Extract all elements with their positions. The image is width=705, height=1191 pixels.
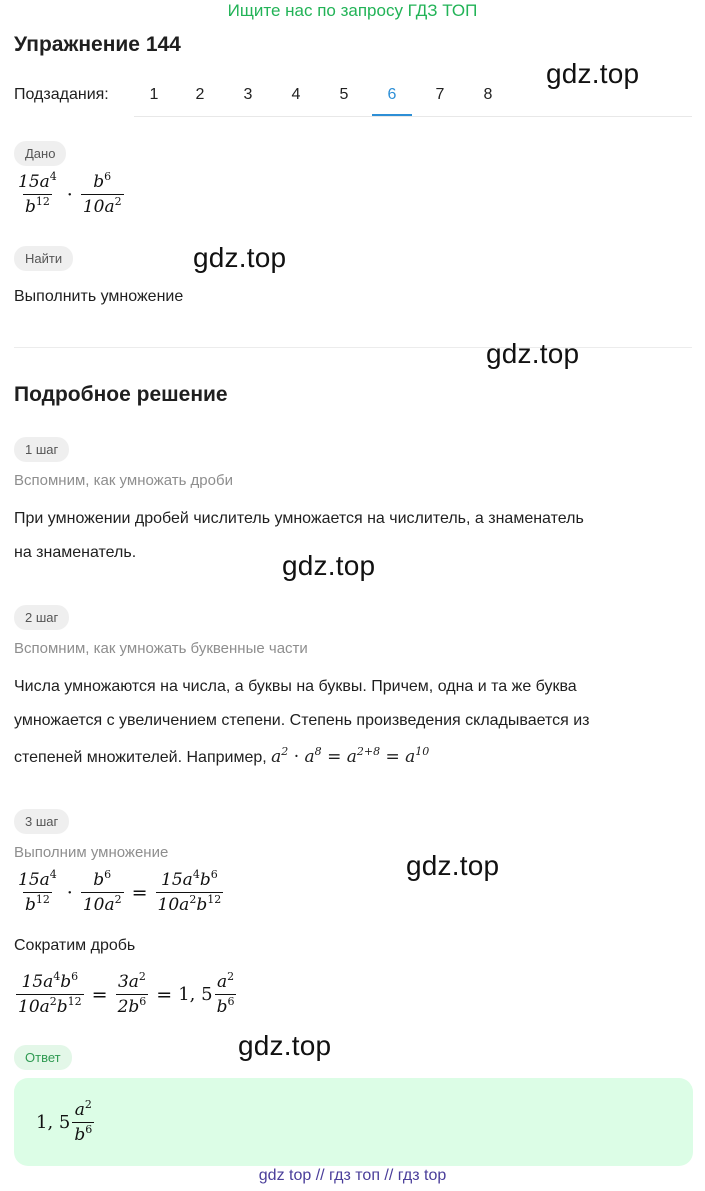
given-pill: Дано [14,141,66,166]
find-pill: Найти [14,246,73,271]
watermark: gdz.top [238,1030,332,1061]
step-1-subtitle: Вспомним, как умножать дроби [14,472,233,489]
tab-8[interactable]: 8 [483,86,493,103]
find-text: Выполнить умножение [14,288,184,305]
tab-4[interactable]: 4 [291,86,301,103]
step-2-text-line3: степеней множителей. Например, [14,749,267,766]
answer-pill: Ответ [14,1045,72,1070]
subtasks-label: Подзадания: [14,86,109,103]
step-2-text-line2: умножается с увеличением степени. Степень произведения складывается из [14,712,590,729]
watermark: gdz.top [406,850,500,881]
power-example: $a^2 \cdot a^8 = a^{2+8} = a^{10}$ [271,745,430,767]
tab-6-active[interactable]: 6 [372,86,412,116]
watermark: gdz.top [282,550,376,581]
subtasks-tabs [134,80,692,117]
tab-1[interactable]: 1 [149,86,159,103]
step-2-text-line1: Числа умножаются на числа, а буквы на буквы. Причем, одна и та же буква [14,678,577,695]
step-1-text-line2: на знаменатель. [14,544,137,561]
step-1-pill: 1 шаг [14,437,69,462]
given-expression: $\frac{15a^4}{b^{12}}$ · $\frac{b^6}{10a^2}$ [18,170,122,217]
footer-links: gdz top // гдз топ // гдз top [258,1167,447,1184]
reduce-label: Сократим дробь [14,937,136,954]
step-2-subtitle: Вспомним, как умножать буквенные части [14,640,308,657]
step-3-pill: 3 шаг [14,809,69,834]
search-banner: Ищите нас по запросу ГДЗ ТОП [227,1,478,20]
tab-2[interactable]: 2 [195,86,205,103]
answer-expression: 1, 5 $\frac{a^2}{b^6}$ [36,1098,93,1145]
step-2-pill: 2 шаг [14,605,69,630]
watermark: gdz.top [193,242,287,273]
exercise-title: Упражнение 144 [14,33,181,56]
tab-7[interactable]: 7 [435,86,445,103]
multiplication-expression: $\frac{15a^4}{b^{12}}$ · $\frac{b^6}{10a^2}$ = $\frac{15a^4b^6}{10a^2b^{12}}$ [18,868,222,915]
watermark: gdz.top [486,338,580,369]
tab-5[interactable]: 5 [339,86,349,103]
watermark: gdz.top [546,58,640,89]
step-2-text-line3-row [14,740,429,775]
reduction-expression: $\frac{15a^4b^6}{10a^2b^{12}}$ = $\frac{3a^2}{2b^6}$ = 1, 5 $\frac{a^2}{b^6}$ [18,970,235,1017]
step-3-subtitle: Выполним умножение [14,844,169,861]
answer-box [14,1078,693,1166]
solution-title: Подробное решение [14,383,228,406]
tab-3[interactable]: 3 [243,86,253,103]
step-1-text-line1: При умножении дробей числитель умножается на числитель, а знаменатель [14,510,584,527]
section-divider [14,347,692,348]
